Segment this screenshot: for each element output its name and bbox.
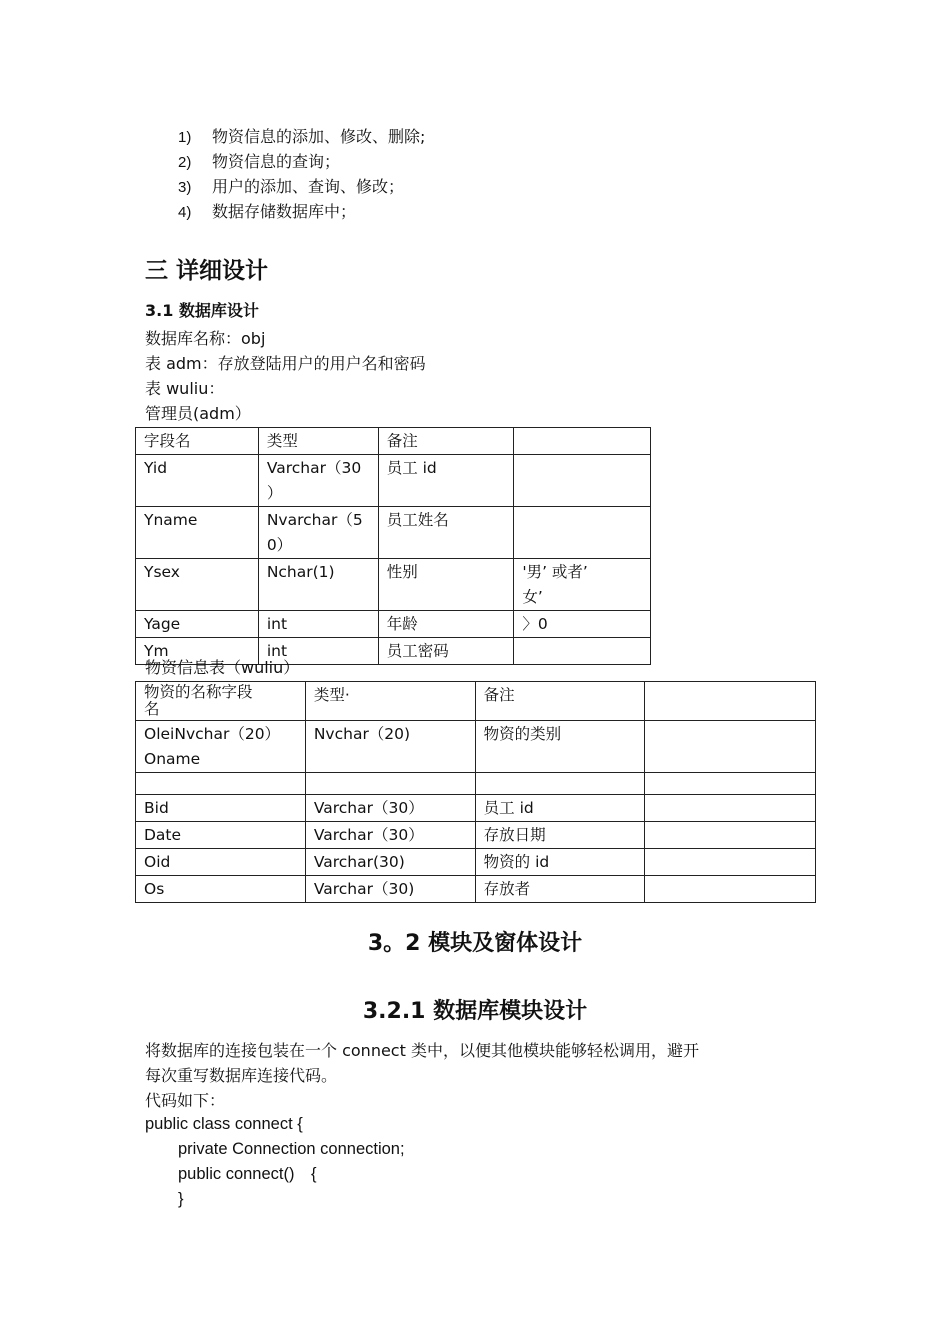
table-cell — [645, 849, 816, 876]
table-row — [136, 876, 816, 903]
table-cell: 〉0 — [514, 611, 651, 638]
heading-3-2-1: 3.2.1 数据库模块设计 — [362, 999, 588, 1024]
table-cell: 员工 id — [475, 795, 645, 822]
paragraph-line: 每次重写数据库连接代码。 — [145, 1066, 338, 1085]
section-title: 三 详细设计 — [145, 258, 269, 284]
table-cell: Varchar(30) — [305, 849, 475, 876]
code-line: public class connect { — [145, 1115, 303, 1133]
table-cell: 类型 — [258, 428, 378, 455]
wuliu-table — [135, 681, 816, 903]
table-cell: Nvarchar（5 0） — [258, 507, 378, 559]
table-cell: 年龄 — [378, 611, 514, 638]
list-item: 1) 物资信息的添加、修改、删除; — [178, 127, 426, 146]
table-caption-wuliu: 物资信息表（wuliu） — [145, 658, 300, 677]
table-cell — [645, 822, 816, 849]
table-cell: 员工 id — [378, 455, 514, 507]
table-cell: Ym — [136, 638, 259, 665]
table-row — [136, 773, 816, 795]
table-cell: Varchar（30） — [305, 822, 475, 849]
table-cell — [305, 773, 475, 795]
table-cell: Varchar（30) — [305, 876, 475, 903]
db-line: 表 adm：存放登陆用户的用户名和密码 — [145, 354, 426, 373]
table-row — [136, 721, 816, 773]
table-row — [136, 849, 816, 876]
table-row — [136, 559, 651, 611]
table-row — [136, 428, 651, 455]
list-item: 4) 数据存储数据库中； — [178, 202, 357, 221]
table-cell: Nvchar（20) — [305, 721, 475, 773]
paragraph-line: 将数据库的连接包装在一个 connect 类中，以便其他模块能够轻松调用，避开 — [145, 1041, 699, 1060]
table-cell: 备注 — [475, 682, 645, 721]
table-cell — [136, 773, 306, 795]
table-cell: Date — [136, 822, 306, 849]
table-cell — [514, 638, 651, 665]
table-cell: 物资的 id — [475, 849, 645, 876]
table-cell: 性别 — [378, 559, 514, 611]
table-row — [136, 682, 816, 721]
table-row — [136, 507, 651, 559]
table-cell — [645, 795, 816, 822]
list-item: 2) 物资信息的查询； — [178, 152, 341, 171]
table-cell: Yage — [136, 611, 259, 638]
table-cell: OleiNvchar（20） Oname — [136, 721, 306, 773]
table-cell: 物资的类别 — [475, 721, 645, 773]
code-line: private Connection connection; — [178, 1140, 405, 1158]
table-cell: int — [258, 638, 378, 665]
table-row — [136, 611, 651, 638]
table-row — [136, 795, 816, 822]
table-cell: 存放者 — [475, 876, 645, 903]
code-line: } — [178, 1190, 184, 1208]
table-cell: Nchar(1) — [258, 559, 378, 611]
table-cell: Ysex — [136, 559, 259, 611]
table-cell — [475, 773, 645, 795]
table-cell: '男’ 或者’ 女’ — [514, 559, 651, 611]
table-cell: Varchar（30 ） — [258, 455, 378, 507]
table-caption-adm: 管理员(adm） — [145, 404, 251, 423]
table-cell: Os — [136, 876, 306, 903]
db-line: 表 wuliu： — [145, 379, 225, 398]
paragraph-line: 代码如下： — [145, 1091, 226, 1110]
table-cell: 字段名 — [136, 428, 259, 455]
code-line: public connect() { — [178, 1165, 317, 1183]
table-cell: Oid — [136, 849, 306, 876]
table-cell: 员工姓名 — [378, 507, 514, 559]
adm-table — [135, 427, 651, 665]
table-cell: 类型· — [305, 682, 475, 721]
table-cell: int — [258, 611, 378, 638]
table-cell — [645, 773, 816, 795]
table-cell: Yid — [136, 455, 259, 507]
subsection-title: 3.1 数据库设计 — [145, 301, 259, 320]
table-cell: 备注 — [378, 428, 514, 455]
db-line: 数据库名称：obj — [145, 329, 266, 348]
table-cell: 物资的名称字段 名 — [136, 682, 306, 721]
table-row — [136, 822, 816, 849]
table-cell — [514, 507, 651, 559]
list-item: 3) 用户的添加、查询、修改； — [178, 177, 405, 196]
table-cell: Bid — [136, 795, 306, 822]
table-cell: Yname — [136, 507, 259, 559]
table-cell — [645, 876, 816, 903]
table-cell: 员工密码 — [378, 638, 514, 665]
table-cell — [645, 682, 816, 721]
table-cell: 存放日期 — [475, 822, 645, 849]
table-row — [136, 455, 651, 507]
requirements-list — [178, 124, 425, 224]
table-cell: Varchar（30） — [305, 795, 475, 822]
table-cell — [514, 428, 651, 455]
table-cell — [514, 455, 651, 507]
table-cell — [645, 721, 816, 773]
heading-3-2: 3。2 模块及窗体设计 — [367, 931, 583, 956]
